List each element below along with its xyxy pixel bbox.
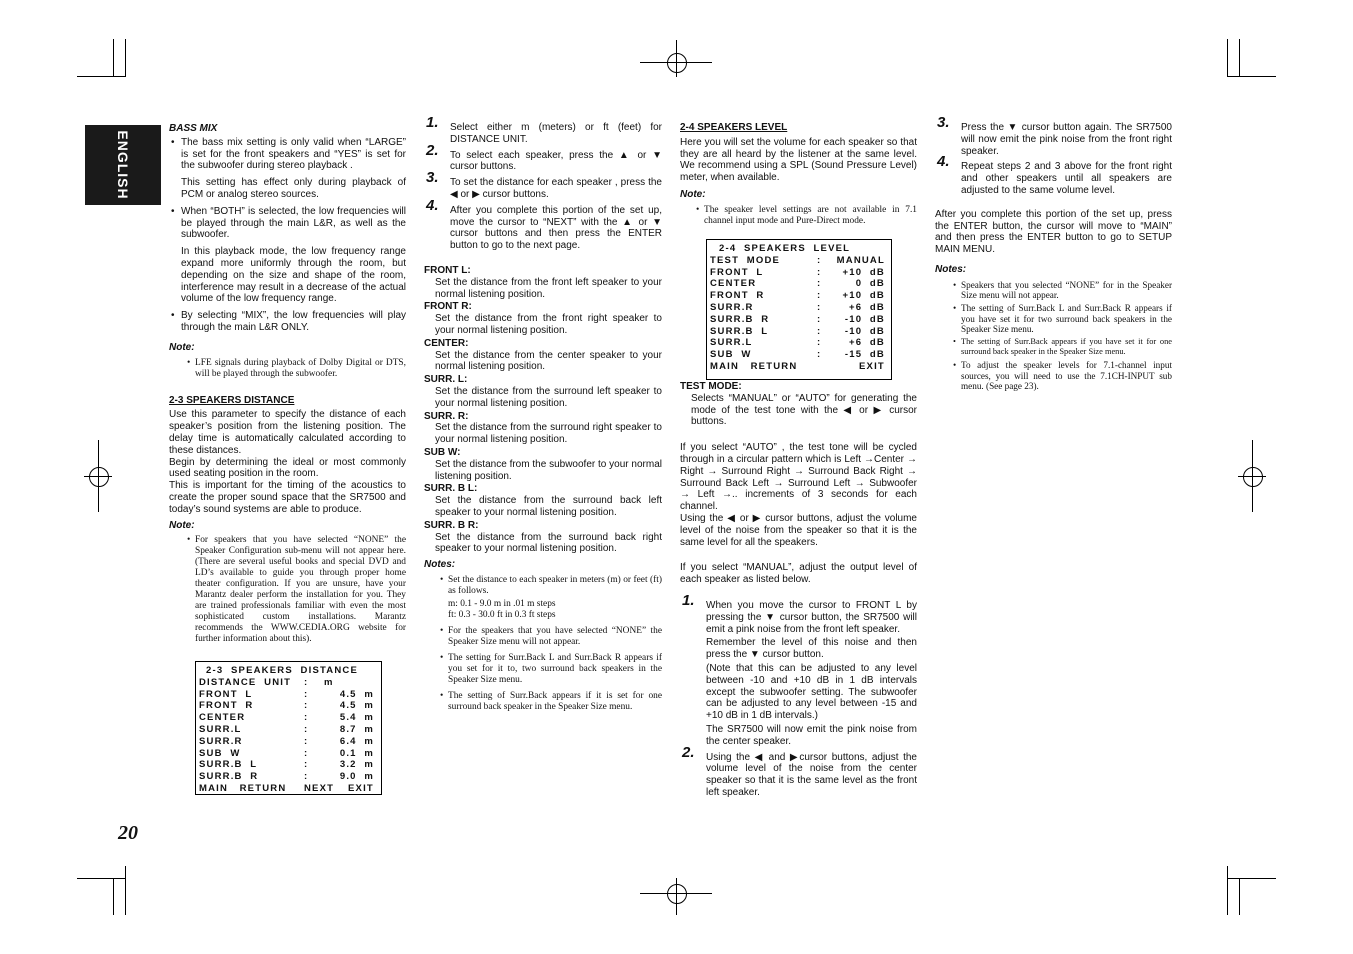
distance-item-label: SURR. B R: (424, 519, 479, 531)
distance-item-text: Set the distance from the surround back right speaker to your normal listening position. (435, 531, 662, 555)
osd-level-exit: EXIT (859, 360, 885, 372)
level-step-2: 2. Using the ◀ and ▶cursor buttons, adjust the volume level of the noise from the center speaker so that it is the same level as the front left speaker. (682, 743, 917, 798)
after-setup-paragraph: After you complete this portion of the set up, press the ENTER button, the cursor will move to “MAIN” and then press the ENTER button to go to SETUP MAIN MENU. (935, 208, 1172, 256)
distance-item-text: Set the distance from the center speaker to your normal listening position. (435, 349, 662, 373)
level-note-4: • To adjust the speaker levels for 7.1-channel input sources, you will need to use the 7.1CH-INPUT sub menu. (See page 23). (951, 360, 1172, 392)
level-note: • The speaker level settings are not available in 7.1 channel input mode and Pure-Direct mode. (694, 205, 917, 227)
language-tab (85, 125, 161, 205)
auto-paragraph-2: Using the ◀ or ▶ cursor buttons, adjust the volume level of the noise from the speaker so that it is the same level for all the speakers. (680, 512, 917, 548)
osd-level-row (707, 290, 891, 302)
step-2: 2. To select each speaker, press the ▲ or ▼ cursor buttons. (426, 141, 662, 173)
level-step-1: 1. When you move the cursor to FRONT L by pressing the ▼ cursor button, the SR7500 will emit a pink noise from the front left speaker. Remember the level of this noise and then press the ▼ cursor button. (Note that this can be adjusted to any level between -10 and +10 dB in 1 dB intervals except the subwoofer setting. The subwoofer can be adjusted to any level between -15 and +10 dB in 1 dB intervals.) The SR7500 will now emit the pink noise from the center speaker. (682, 591, 917, 747)
note-none-speakers: • For speakers that you have selected “NONE” the Speaker Configuration sub-menu will not appear here. (There are several useful books and special DVD and LD’s available to guide you through proper home theater configuration. If you are unsure, have your Marantz dealer perform the installation for you. They are trained professionals familiar with even the most sophisticated custom installations. Marantz recommends the WWW.CEDIA.ORG website for further information about this). (185, 535, 406, 645)
osd-distance-row (196, 689, 381, 701)
bass-mix-paragraph-2: This setting has effect only during playback of PCM or analog stereo sources. (181, 177, 406, 200)
osd-distance-row (196, 724, 381, 736)
level-note-heading: Note: (680, 188, 706, 200)
osd-level-row (707, 314, 891, 326)
osd-row-value: -15 dB (844, 349, 885, 361)
osd-row-separator: : (304, 723, 309, 735)
osd-level-main-return: MAIN RETURN (710, 360, 798, 372)
distance-item-label: SURR. B L: (424, 483, 478, 495)
osd-level-row (707, 337, 891, 349)
osd-row-separator: : (304, 747, 309, 759)
note-meters: m: 0.1 - 9.0 m in .01 m steps (448, 598, 556, 609)
osd-row-value: 9.0 m (339, 771, 374, 783)
osd-level-row (707, 278, 891, 290)
osd-row-separator: : (304, 735, 309, 747)
distance-item-label: SUB W: (424, 446, 461, 458)
osd-row-separator: : (817, 254, 822, 266)
osd-row-label: SURR.B R (710, 313, 770, 325)
osd-row-label: SURR.R (710, 301, 754, 313)
bass-mix-paragraph-1: • The bass mix setting is only valid when “LARGE” is set for the front speakers and “YES” is set for the subwoofer during stereo playback . (169, 137, 406, 172)
osd-row-value: 4.5 m (339, 688, 374, 700)
osd-level-row (707, 326, 891, 338)
osd-row-separator: : (304, 712, 309, 724)
osd-row-label: TEST MODE (710, 254, 781, 266)
osd-row-separator: : (304, 759, 309, 771)
auto-paragraph: If you select “AUTO” , the test tone will be cycled through in a circular pattern which is Left →Center → Right → Surround Right → Surround Back Right → Surround Back Left → Surround Left → Subwoofer → Left →.. increments of 3 seconds for each channel. (680, 442, 917, 513)
osd-row-value: 8.7 m (339, 723, 374, 735)
test-mode-text: Selects “MANUAL” or “AUTO” for generating the mode of the test tone with the ◀ or ▶ cursor buttons. (691, 392, 917, 428)
level-intro: Here you will set the volume for each speaker so that they are all heard by the listener at the same level. We recommend using a SPL (Sound Pressure Level) meter, when available. (680, 136, 917, 184)
osd-row-separator: : (817, 337, 822, 349)
osd-row-value: +6 dB (849, 301, 885, 313)
level-note-2: • The setting of Surr.Back L and Surr.Back R appears if you have set it for two surround back speakers in the Speaker Size menu. (951, 303, 1172, 335)
osd-row-separator: : (304, 688, 309, 700)
level-step-3: 3. Press the ▼ cursor button again. The SR7500 will now emit the pink noise from the front right speaker. (937, 114, 1172, 157)
distance-item-text: Set the distance from the surround right speaker to your normal listening position. (435, 422, 662, 446)
notes-heading: Notes: (424, 559, 456, 571)
osd-row-separator: : (817, 290, 822, 302)
osd-row-separator: : (304, 700, 309, 712)
osd-row-label: SUB W (710, 349, 752, 361)
osd-row-separator: : (817, 325, 822, 337)
osd-row-value: m (324, 676, 334, 688)
speakers-distance-heading: 2-3 SPEAKERS DISTANCE (169, 394, 295, 406)
bass-mix-paragraph-3: • When “BOTH” is selected, the low frequencies will be played through the main L&R, as well as the subwoofer. (169, 206, 406, 241)
distance-item-text: Set the distance from the subwoofer to your normal listening position. (435, 458, 662, 482)
osd-row-value: 0.1 m (339, 747, 374, 759)
osd-distance-row (196, 712, 381, 724)
osd-level-row (707, 255, 891, 267)
osd-level-row (707, 267, 891, 279)
osd-row-value: +10 dB (842, 290, 885, 302)
osd-row-label: SURR.B R (199, 771, 259, 783)
manual-paragraph: If you select “MANUAL”, adjust the output level of each speaker as listed below. (680, 562, 917, 586)
osd-row-label: CENTER (199, 712, 246, 724)
note-two-surround-back: • The setting for Surr.Back L and Surr.Back R appears if you set for it to, two surround back speakers in the Speaker Size menu. (438, 653, 662, 686)
osd-row-value: 5.4 m (339, 712, 374, 724)
column-2 (424, 114, 662, 718)
osd-level-row (707, 349, 891, 361)
osd-distance-main-return: MAIN RETURN (199, 782, 287, 794)
column-3-lower (680, 381, 917, 803)
osd-row-value: MANUAL (836, 254, 885, 266)
osd-row-separator: : (817, 313, 822, 325)
osd-row-value: 4.5 m (339, 700, 374, 712)
osd-row-label: SURR.B L (710, 325, 769, 337)
distance-paragraph-3: This is important for the timing of the acoustics to create the proper sound space that the SR7500 and today’s sound systems are able to produce. (169, 480, 406, 515)
level-notes-heading: Notes: (935, 263, 967, 275)
osd-speakers-level (706, 239, 892, 380)
osd-row-label: SURR.L (199, 723, 242, 735)
osd-distance-row (196, 748, 381, 760)
note-none: • For the speakers that you have selected “NONE” the Speaker Size menu will not appear. (438, 626, 662, 648)
step-3: 3. To set the distance for each speaker , press the ◀ or ▶ cursor buttons. (426, 169, 662, 200)
osd-distance-row (196, 736, 381, 748)
osd-row-separator: : (817, 278, 822, 290)
bass-mix-heading: BASS MIX (169, 123, 218, 134)
test-mode-label: TEST MODE: (680, 381, 742, 392)
level-note-1: • Speakers that you selected “NONE” for in the Speaker Size menu will not appear. (951, 280, 1172, 301)
osd-row-label: SURR.B L (199, 759, 258, 771)
step-4: 4. After you complete this portion of the set up, move the cursor to “NEXT” with the ▲ or ▼ cursor buttons and then press the ENTER button to go to the next page. (426, 196, 662, 252)
osd-row-label: SURR.R (199, 735, 243, 747)
osd-row-separator: : (304, 771, 309, 783)
distance-item-label: FRONT R: (424, 301, 472, 313)
level-note-3: • The setting of Surr.Back appears if you have set it for one surround back speaker in the Speaker Size menu. (951, 337, 1172, 358)
note-heading-2: Note: (169, 519, 195, 531)
osd-row-label: CENTER (710, 278, 757, 290)
note-heading: Note: (169, 341, 195, 353)
column-3 (680, 122, 917, 232)
note-one-surround-back: • The setting of Surr.Back appears if it is set for one surround back speaker in the Speaker Size menu. (438, 691, 662, 713)
bass-mix-paragraph-4: In this playback mode, the low frequency range expand more uniformly through the room, but depending on the size and shape of the room, interference may result in a decrease of the actual volume of the low frequency range. (181, 246, 406, 305)
distance-paragraph-2: Begin by determining the ideal or most commonly used seating position in the room. (169, 456, 406, 480)
speakers-level-heading: 2-4 SPEAKERS LEVEL (680, 122, 788, 133)
osd-row-value: +10 dB (842, 266, 885, 278)
distance-paragraph-1: Use this parameter to specify the distance of each speaker’s position from the listening position. The delay time is automatically calculated according to these distances. (169, 409, 406, 456)
osd-row-label: FRONT R (710, 290, 765, 302)
osd-distance-row (196, 700, 381, 712)
distance-item-text: Set the distance from the surround back left speaker to your normal listening position. (435, 495, 662, 518)
note-feet: ft: 0.3 - 30.0 ft in 0.3 ft steps (448, 609, 556, 620)
step-1: 1. Select either m (meters) or ft (feet) for DISTANCE UNIT. (426, 114, 662, 145)
language-tab-label: ENGLISH (115, 130, 131, 200)
column-4 (935, 114, 1172, 397)
distance-item-text: Set the distance from the front right speaker to your normal listening position. (435, 313, 662, 336)
distance-item-label: SURR. L: (424, 374, 468, 386)
osd-row-separator: : (817, 349, 822, 361)
note-distance-units: • Set the distance to each speaker in meters (m) or feet (ft) as follows. (438, 575, 662, 597)
distance-item-text: Set the distance from the surround left speaker to your normal listening position. (435, 385, 662, 409)
osd-row-separator: : (304, 676, 309, 688)
bass-mix-paragraph-5: • By selecting “MIX”, the low frequencies will play through the main L&R ONLY. (169, 310, 406, 334)
osd-distance-row (196, 759, 381, 771)
osd-distance-next: NEXT (304, 782, 335, 794)
distance-item-label: FRONT L: (424, 264, 471, 276)
distance-item-label: CENTER: (424, 337, 469, 349)
column-1 (169, 123, 406, 650)
osd-row-label: FRONT R (199, 700, 254, 712)
osd-row-value: 3.2 m (339, 759, 374, 771)
osd-row-label: FRONT L (710, 266, 764, 278)
osd-distance-row (196, 771, 381, 783)
distance-item-label: SURR. R: (424, 410, 469, 422)
osd-row-separator: : (817, 266, 822, 278)
osd-row-value: 6.4 m (339, 735, 374, 747)
osd-distance-title: 2-3 SPEAKERS DISTANCE (206, 665, 359, 676)
osd-distance-exit: EXIT (348, 782, 374, 794)
osd-row-label: SURR.L (710, 337, 753, 349)
note-lfe: • LFE signals during playback of Dolby Digital or DTS, will be played through the subwoofer. (185, 358, 406, 380)
osd-row-value: -10 dB (844, 313, 885, 325)
distance-item-text: Set the distance from the front left speaker to your normal listening position. (435, 276, 662, 300)
osd-distance-row (196, 677, 381, 689)
level-step-4: 4. Repeat steps 2 and 3 above for the front right and other speakers until all speakers are adjusted to the same volume level. (937, 153, 1172, 196)
osd-row-separator: : (817, 301, 822, 313)
osd-row-label: DISTANCE UNIT (199, 676, 292, 688)
page-number: 20 (118, 822, 138, 844)
osd-row-label: FRONT L (199, 688, 253, 700)
osd-level-row (707, 302, 891, 314)
osd-level-title: 2-4 SPEAKERS LEVEL (719, 243, 851, 254)
osd-row-value: -10 dB (844, 325, 885, 337)
osd-speakers-distance (195, 661, 382, 795)
osd-row-value: +6 dB (849, 337, 885, 349)
osd-row-label: SUB W (199, 747, 241, 759)
osd-row-value: 0 dB (855, 278, 885, 290)
